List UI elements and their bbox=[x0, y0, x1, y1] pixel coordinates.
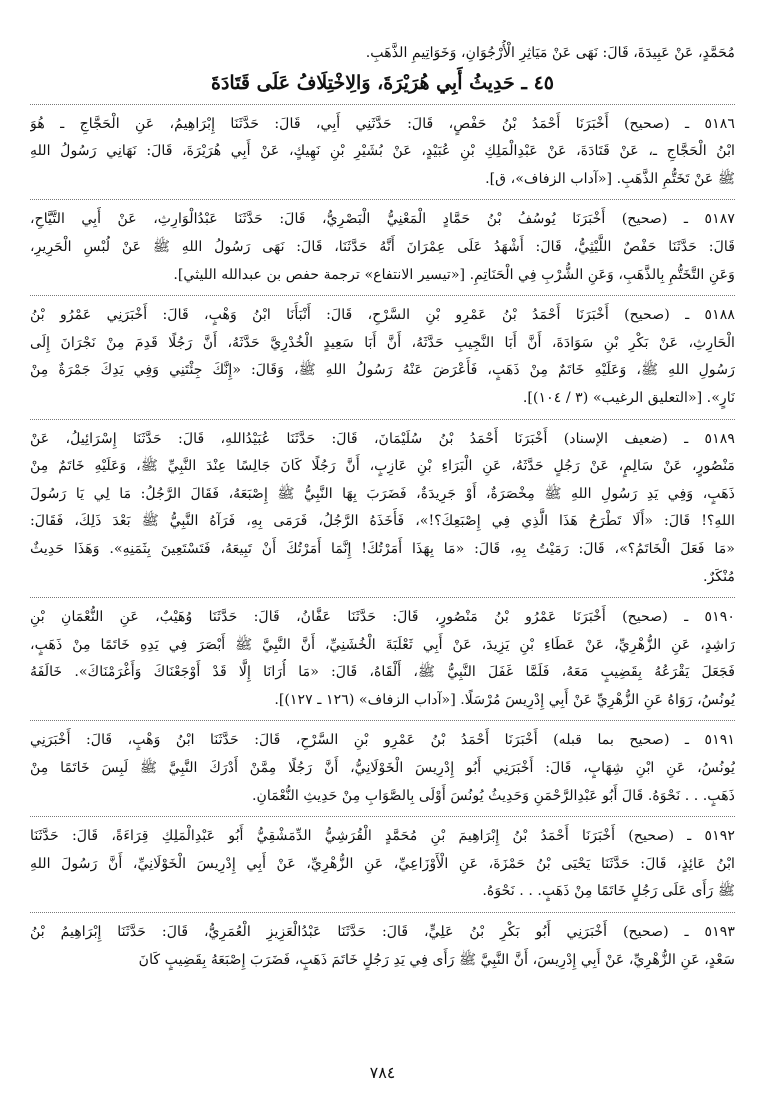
hadith-line: فَجَعَلَ يَقْرَعُهُ بِقَضِيبٍ مَعَهُ، فَلَمَّا غَفَلَ النَّبِيُّ ﷺ، أَلْقَاهُ، قَالَ: «مَا أُرَانَا إِلَّا قَدْ أَوْجَعْنَاكَ وَأَغْرَمْنَاكَ». خَالَفَهُ bbox=[30, 664, 735, 681]
hadith-entry bbox=[30, 419, 735, 592]
hadith-line: ذَهَبٍ، وَفِي يَدِ رَسُولِ اللهِ ﷺ مِخْصَرَةٌ، أَوْ جَرِيدَةٌ، فَضَرَبَ بِهَا النَّبِيُّ ﷺ إِصْبَعَهُ، فَقَالَ الرَّجُلُ: مَا لِي يَا رَسُولَ bbox=[30, 485, 735, 502]
hadith-line: مُنْكَرٌ. bbox=[702, 568, 735, 585]
hadith-line: رَسُولِ اللهِ ﷺ، وَعَلَيْهِ خَاتَمٌ مِنْ ذَهَبٍ، فَأَعْرَضَ عَنْهُ رَسُولُ اللهِ ﷺ، وَقَالَ: «إِنَّكَ جِئْتَنِي وَفِي يَدِكَ جَمْرَةٌ مِنْ bbox=[30, 362, 735, 379]
hadith-line: ذَهَبٍ. . . نَحْوَهُ. قَالَ أَبُو عَبْدِالرَّحْمَنِ وَحَدِيثُ يُونُسَ أَوْلَى بِالصَّوَابِ مِنْ حَدِيثِ النُّعْمَانِ. bbox=[251, 787, 735, 804]
hadith-line: ابْنُ الْحَجَّاجِ ـ، عَنْ قَتَادَةَ، عَنْ عَبْدِالْمَلِكِ بْنِ عُبَيْدٍ، عَنْ بُشَيْرِ بْنِ نَهِيكٍ، عَنْ أَبِي هُرَيْرَةَ، قَالَ: نَهَانِي رَسُولُ اللهِ bbox=[30, 143, 735, 160]
hadith-line: ٥١٨٧ ـ (صحيح) أَخْبَرَنَا يُوسُفُ بْنُ حَمَّادٍ الْمَعْنِيُّ الْبَصْرِيُّ، قَالَ: حَدَّثَنَا عَبْدُالْوَارِثِ، عَنْ أَبِي التَّيَّاحِ، bbox=[30, 211, 735, 228]
hadith-entry bbox=[30, 199, 735, 289]
hadith-line: يُونُسُ، رَوَاهُ عَنِ الزُّهْرِيِّ عَنْ أَبِي إِدْرِيسَ مُرْسَلًا. [«آداب الزفاف» (١٢٦ ـ ١٢٧)]. bbox=[274, 691, 735, 708]
hadith-entry bbox=[30, 720, 735, 810]
hadith-line: ﷺ رَأَى عَلَى رَجُلٍ خَاتَمًا مِنْ ذَهَبٍ. . . نَحْوَهُ. bbox=[482, 883, 735, 900]
hadith-line: رَاشِدٍ، عَنِ الزُّهْرِيِّ، عَنْ عَطَاءِ بْنِ يَزِيدَ، عَنْ أَبِي ثَعْلَبَةَ الْخُشَنِيِّ، أَنَّ النَّبِيَّ ﷺ أَبْصَرَ فِي يَدِهِ خَاتَمًا مِنْ ذَهَبٍ، bbox=[30, 636, 735, 653]
page-body bbox=[30, 40, 735, 974]
hadith-line: سَعْدٍ، عَنِ الزُّهْرِيِّ، عَنْ أَبِي إِدْرِيسَ، أَنَّ النَّبِيَّ ﷺ رَأَى فِي يَدِ رَجُلٍ خَاتَمَ ذَهَبٍ، فَضَرَبَ إِصْبَعَهُ بِقَضِيبٍ كَانَ bbox=[138, 951, 735, 968]
hadith-entry bbox=[30, 597, 735, 714]
hadith-line: ٥١٨٦ ـ (صحيح) أَخْبَرَنَا أَحْمَدُ بْنُ حَفْصٍ، قَالَ: حَدَّثَنِي أَبِي، قَالَ: حَدَّثَنَا إِبْرَاهِيمُ، عَنِ الْحَجَّاجِ ـ هُوَ bbox=[30, 115, 735, 132]
hadith-line: الْحَارِثِ، عَنْ بَكْرِ بْنِ سَوَادَةَ، أَنَّ أَبَا النَّجِيبِ حَدَّثَهُ، أَنَّ أَبَا سَعِيدٍ الْخُدْرِيَّ حَدَّثَهُ، أَنَّ رَجُلًا قَدِمَ مِنْ نَجْرَانَ إِلَى bbox=[30, 334, 735, 351]
hadith-line: اللهِ؟! قَالَ: «أَلَا تَطْرَحُ هَذَا الَّذِي فِي إِصْبَعِكَ؟!»، فَأَخَذَهُ الرَّجُلُ، فَرَمَى بِهِ، فَرَآهُ النَّبِيُّ ﷺ بَعْدَ ذَلِكَ، فَقَالَ: bbox=[30, 513, 735, 530]
hadith-line: ٥١٨٨ ـ (صحيح) أَخْبَرَنَا أَحْمَدُ بْنُ عَمْرِو بْنِ السَّرْحِ، قَالَ: أَنْبَأَنَا ابْنُ وَهْبٍ، قَالَ: أَخْبَرَنِي عَمْرُو بْنُ bbox=[30, 307, 735, 324]
hadith-line: مَنْصُورٍ، عَنْ سَالِمٍ، عَنْ رَجُلٍ حَدَّثَهُ، عَنِ الْبَرَاءِ بْنِ عَازِبٍ، أَنَّ رَجُلًا كَانَ جَالِسًا عِنْدَ النَّبِيِّ ﷺ، وَعَلَيْهِ خَاتَمٌ مِنْ bbox=[30, 458, 735, 475]
intro-line: مُحَمَّدٍ، عَنْ عَبِيدَةَ، قَالَ: نَهَى عَنْ مَيَاثِرِ الْأُرْجُوَانِ، وَخَوَاتِيمِ الذَّهَبِ. bbox=[365, 45, 735, 61]
hadith-entry bbox=[30, 295, 735, 412]
hadith-line: ﷺ عَنْ تَخَتُّمِ الذَّهَبِ. [«آداب الزفاف»، ق]. bbox=[485, 170, 735, 187]
hadith-entry bbox=[30, 104, 735, 194]
hadith-line: نَارٍ». [«التعليق الرغيب» (٣ / ١٠٤)]. bbox=[522, 389, 735, 406]
page-number: ٧٨٤ bbox=[369, 1063, 396, 1082]
hadith-entries bbox=[30, 104, 735, 975]
hadith-line: ٥١٩٣ ـ (صحيح) أَخْبَرَنِي أَبُو بَكْرِ بْنُ عَلِيٍّ، قَالَ: حَدَّثَنَا عَبْدُالْعَزِيزِ الْعُمَرِيُّ، قَالَ: حَدَّثَنَا إِبْرَاهِيمُ بْنُ bbox=[30, 924, 735, 941]
hadith-entry bbox=[30, 912, 735, 974]
hadith-line: ابْنُ عَائِذٍ، قَالَ: حَدَّثَنَا يَحْيَى بْنُ حَمْزَةَ، عَنِ الْأَوْزَاعِيِّ، عَنِ الزُّهْرِيِّ، عَنْ أَبِي إِدْرِيسَ الْخَوْلَانِيِّ، أَنَّ رَسُولَ اللهِ bbox=[30, 855, 735, 872]
hadith-line: يُونُسُ، عَنِ ابْنِ شِهَابٍ، قَالَ: أَخْبَرَنِي أَبُو إِدْرِيسَ الْخَوْلَانِيُّ، أَنَّ رَجُلًا مِمَّنْ أَدْرَكَ النَّبِيَّ ﷺ لَبِسَ خَاتَمًا مِنْ bbox=[30, 760, 735, 777]
hadith-line: ٥١٩٢ ـ (صحيح) أَخْبَرَنَا أَحْمَدُ بْنُ إِبْرَاهِيمَ بْنِ مُحَمَّدٍ الْقُرَشِيُّ الدِّمَشْقِيُّ أَبُو عَبْدِالْمَلِكِ قِرَاءَةً، قَالَ: حَدَّثَنَا bbox=[30, 828, 735, 845]
chapter-heading: ٤٥ ـ حَدِيثُ أَبِي هُرَيْرَةَ، وَالِاخْتِلَافُ عَلَى قَتَادَةَ bbox=[210, 71, 554, 94]
hadith-line: قَالَ: حَدَّثَنَا حَفْصٌ اللَّيْثِيُّ، قَالَ: أَشْهَدُ عَلَى عِمْرَانَ أَنَّهُ حَدَّثَنَا، قَالَ: نَهَى رَسُولُ اللهِ ﷺ عَنْ لُبْسِ الْحَرِيرِ، bbox=[30, 238, 735, 255]
hadith-line: وَعَنِ التَّخَتُّمِ بِالذَّهَبِ، وَعَنِ الشُّرْبِ فِي الْحَنَاتِمِ. [«تيسير الانتفاع» ترجمة حفص بن عبدالله الليثي]. bbox=[173, 266, 735, 283]
hadith-line: ٥١٨٩ ـ (ضعيف الإسناد) أَخْبَرَنَا أَحْمَدُ بْنُ سُلَيْمَانَ، قَالَ: حَدَّثَنَا عُبَيْدُاللهِ، قَالَ: حَدَّثَنَا إِسْرَائِيلُ، عَنْ bbox=[30, 430, 735, 447]
hadith-line: «مَا فَعَلَ الْخَاتَمُ؟»، قَالَ: رَمَيْتُ بِهِ، قَالَ: «مَا بِهَذَا أَمَرْتُكَ! إِنَّمَا أَمَرْتُكَ أَنْ تَبِيعَهُ، فَتَسْتَعِينَ بِثَمَنِهِ». وَهَذَا حَدِيثٌ bbox=[30, 540, 735, 557]
hadith-entry bbox=[30, 816, 735, 906]
hadith-line: ٥١٩١ ـ (صحيح بما قبله) أَخْبَرَنَا أَحْمَدُ بْنُ عَمْرِو بْنِ السَّرْحِ، قَالَ: حَدَّثَنَا ابْنُ وَهْبٍ، قَالَ: أَخْبَرَنِي bbox=[30, 732, 735, 749]
hadith-line: ٥١٩٠ ـ (صحيح) أَخْبَرَنَا عَمْرُو بْنُ مَنْصُورٍ، قَالَ: حَدَّثَنَا عَفَّانُ، قَالَ: حَدَّثَنَا وُهَيْبٌ، عَنِ النُّعْمَانِ بْنِ bbox=[30, 609, 735, 626]
